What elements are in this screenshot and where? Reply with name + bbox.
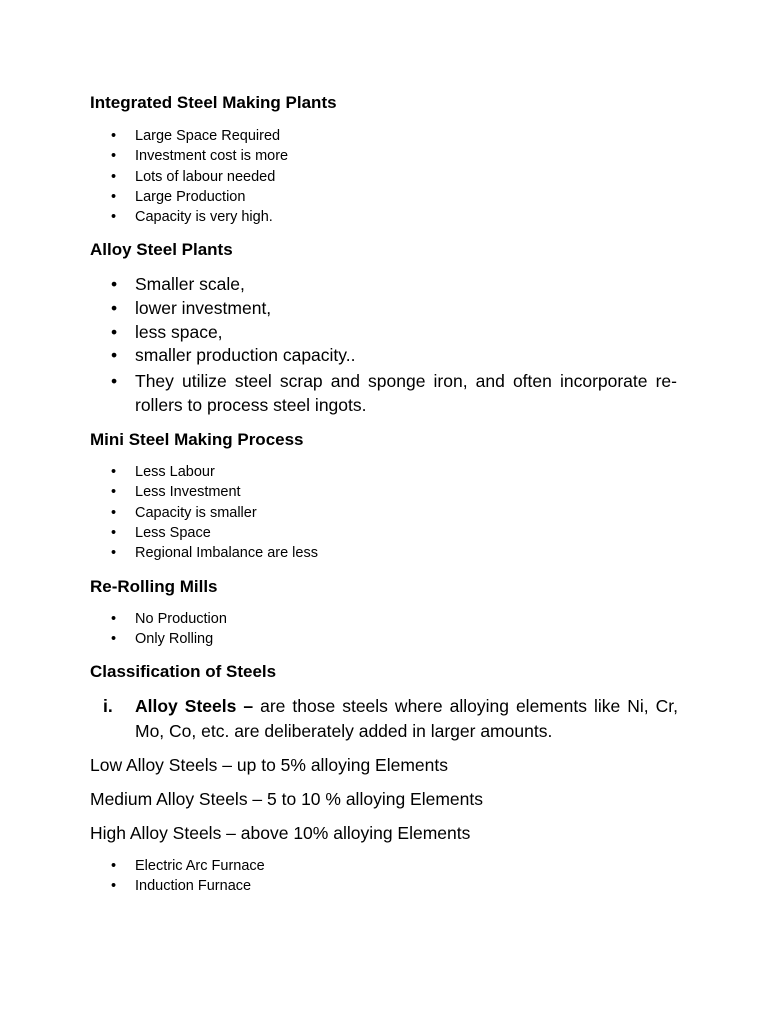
term-alloy-steels: Alloy Steels – [135, 696, 254, 716]
list-mini-steel-features [90, 462, 318, 563]
list-item: • No Production [90, 609, 227, 629]
list-item: • Less Space [90, 523, 318, 543]
list-item: • Regional Imbalance are less [90, 543, 318, 563]
list-item: • Large Space Required [90, 126, 288, 146]
heading-integrated-steel-making-plants: Integrated Steel Making Plants [90, 93, 337, 112]
list-item: • less space, [90, 321, 677, 345]
list-item: • Less Investment [90, 482, 318, 502]
list-integrated-features [90, 126, 288, 227]
list-item: • Investment cost is more [90, 146, 288, 166]
heading-alloy-steel-plants: Alloy Steel Plants [90, 240, 233, 259]
list-item: • Only Rolling [90, 629, 227, 649]
list-item: • Large Production [90, 187, 288, 207]
list-furnace-types [90, 856, 265, 897]
paragraph-low-alloy: Low Alloy Steels – up to 5% alloying Elements [90, 755, 448, 775]
numbered-item-alloy-steels [90, 694, 678, 743]
list-item: • Capacity is smaller [90, 503, 318, 523]
list-item: • Smaller scale, [90, 273, 677, 297]
list-item: • Less Labour [90, 462, 318, 482]
list-item: • Lots of labour needed [90, 167, 288, 187]
list-item: • lower investment, [90, 297, 677, 321]
term-definition: are those steels where alloying elements like Ni, Cr, Mo, Co, etc. are deliberately added in larger amounts. [135, 696, 678, 741]
paragraph-medium-alloy: Medium Alloy Steels – 5 to 10 % alloying Elements [90, 789, 483, 809]
heading-re-rolling-mills: Re-Rolling Mills [90, 577, 218, 596]
list-item: • smaller production capacity.. [90, 344, 677, 368]
heading-mini-steel-making-process: Mini Steel Making Process [90, 430, 304, 449]
list-alloy-plant-features [90, 273, 677, 418]
list-item: • Induction Furnace [90, 876, 265, 896]
list-item: • They utilize steel scrap and sponge iron, and often incorporate re-rollers to process steel ingots. [90, 370, 677, 418]
list-item: • Electric Arc Furnace [90, 856, 265, 876]
list-rerolling-features [90, 609, 227, 650]
numbered-item-body [135, 694, 678, 743]
list-number: i. [103, 696, 113, 716]
heading-classification-of-steels: Classification of Steels [90, 662, 277, 681]
list-item: • Capacity is very high. [90, 207, 288, 227]
paragraph-high-alloy: High Alloy Steels – above 10% alloying Elements [90, 823, 471, 843]
